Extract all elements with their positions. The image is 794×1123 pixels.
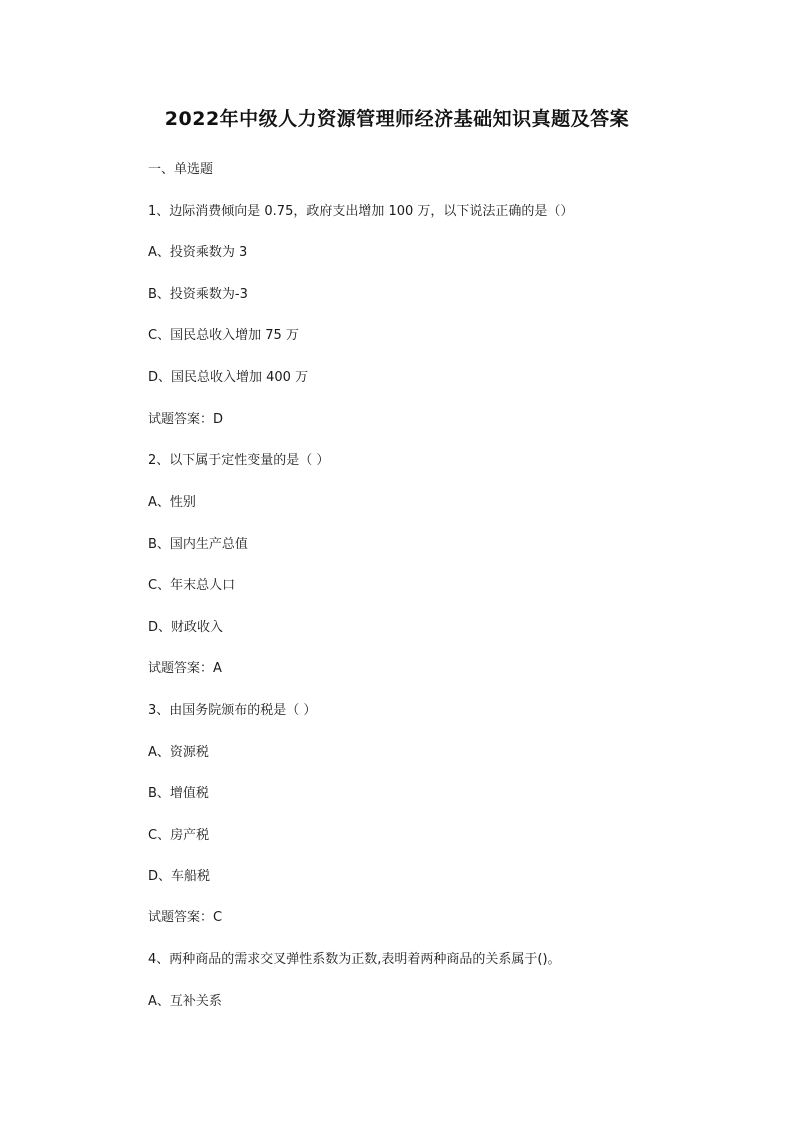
question-4-option-a: A、互补关系 — [148, 994, 222, 1009]
question-3-option-c: C、房产税 — [148, 828, 210, 843]
question-3-option-a: A、资源税 — [148, 745, 209, 760]
question-2-option-c: C、年末总人口 — [148, 578, 236, 593]
question-2-option-b: B、国内生产总值 — [148, 537, 248, 552]
question-1-answer: 试题答案：D — [148, 412, 224, 427]
question-2-option-d: D、财政收入 — [148, 620, 224, 635]
question-2-answer: 试题答案：A — [148, 661, 222, 676]
question-2-option-a: A、性别 — [148, 495, 196, 510]
question-4-stem: 4、两种商品的需求交叉弹性系数为正数,表明着两种商品的关系属于()。 — [148, 952, 561, 967]
question-1-option-d: D、国民总收入增加 400 万 — [148, 370, 309, 385]
question-1-option-c: C、国民总收入增加 75 万 — [148, 328, 299, 343]
section-heading: 一、单选题 — [148, 162, 214, 177]
question-3-answer: 试题答案：C — [148, 910, 223, 925]
question-1-option-b: B、投资乘数为-3 — [148, 287, 248, 302]
question-1-stem: 1、边际消费倾向是 0.75，政府支出增加 100 万，以下说法正确的是（） — [148, 204, 574, 219]
question-3-option-b: B、增值税 — [148, 786, 209, 801]
question-1-option-a: A、投资乘数为 3 — [148, 245, 248, 260]
question-3-stem: 3、由国务院颁布的税是（ ） — [148, 703, 317, 718]
question-2-stem: 2、以下属于定性变量的是（ ） — [148, 453, 330, 468]
document-title: 2022年中级人力资源管理师经济基础知识真题及答案 — [164, 108, 630, 130]
question-3-option-d: D、车船税 — [148, 869, 211, 884]
